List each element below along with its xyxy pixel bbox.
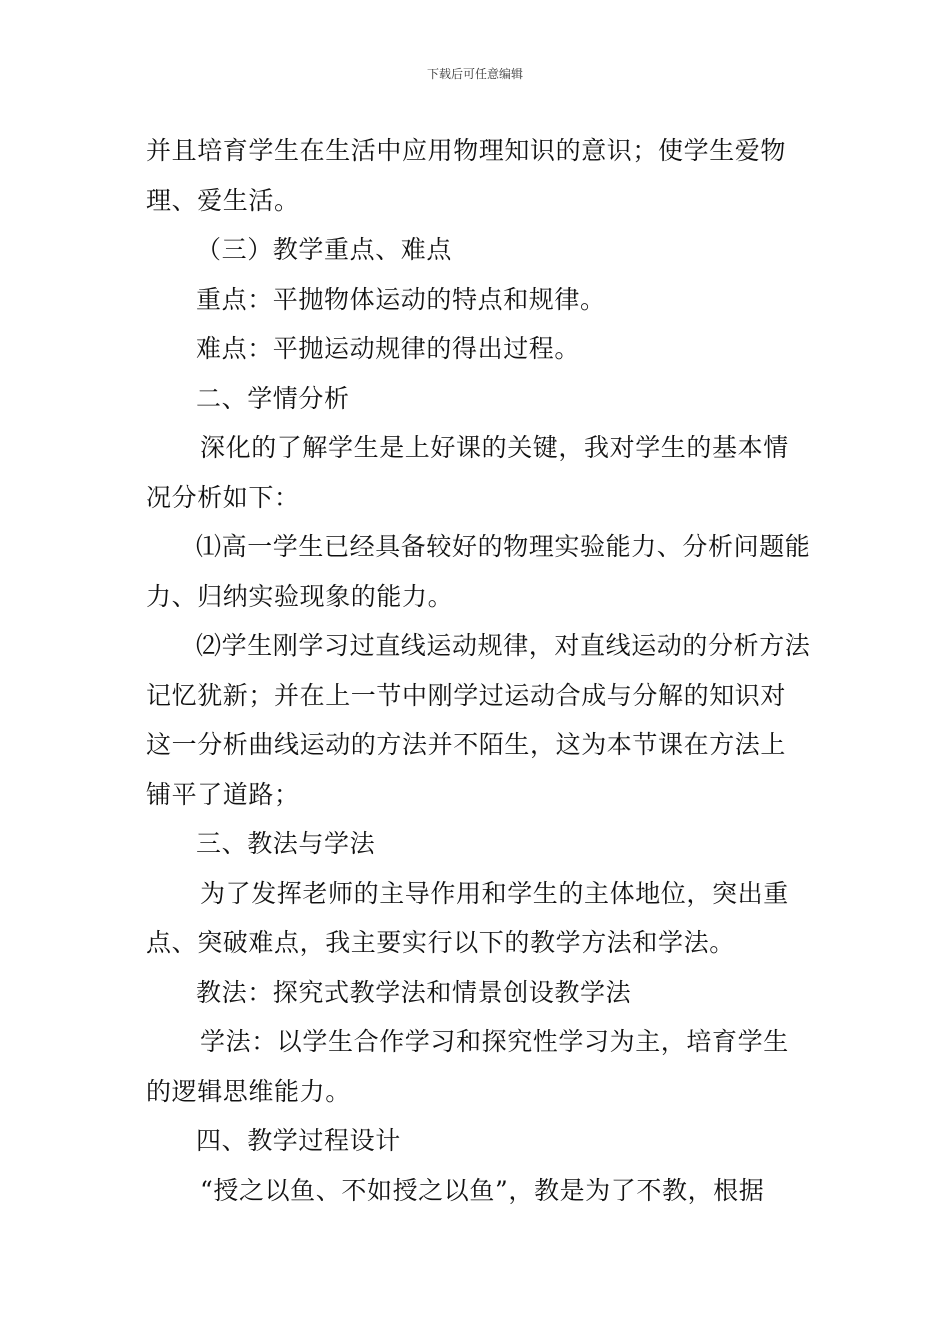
heading-teaching-methods: 三、教法与学法 [196, 829, 376, 858]
paragraph-student-analysis-intro: 深化的了解学生是上好课的关键，我对学生的基本情况分析如下： [146, 433, 789, 512]
paragraph-difficult-point: 难点：平抛运动规律的得出过程。 [196, 334, 581, 363]
paragraph-teaching-method: 教法：探究式教学法和情景创设教学法 [196, 977, 632, 1007]
heading-student-analysis: 二、学情分析 [196, 383, 350, 413]
page-header: 下载后可任意编辑 [426, 67, 523, 81]
paragraph-learning-method: 学法：以学生合作学习和探究性学习为主，培育学生的逻辑思维能力。 [146, 1027, 789, 1106]
document-body [146, 126, 811, 1215]
list-item-student-prior-knowledge: ⑵学生刚学习过直线运动规律，对直线运动的分析方法记忆犹新；并在上一节中刚学过运动合成与分解的知识对这一分析曲线运动的方法并不陌生，这为本节课在方法上铺平了道路； [146, 631, 811, 809]
paragraph-methods-intro: 为了发挥老师的主导作用和学生的主体地位，突出重点、突破难点，我主要实行以下的教学方法和学法。 [146, 878, 789, 957]
heading-teaching-process: 四、教学过程设计 [196, 1126, 401, 1155]
list-item-student-ability: ⑴高一学生已经具备较好的物理实验能力、分析问题能力、归纳实验现象的能力。 [146, 532, 811, 611]
subheading-key-points: （三）教学重点、难点 [196, 235, 453, 264]
paragraph-key-point: 重点：平抛物体运动的特点和规律。 [196, 284, 606, 314]
paragraph-teaching-process-intro: “授之以鱼、不如授之以鱼”，教是为了不教，根据 [200, 1175, 765, 1205]
paragraph-continuation: 并且培育学生在生活中应用物理知识的意识；使学生爱物理、爱生活。 [146, 136, 787, 215]
